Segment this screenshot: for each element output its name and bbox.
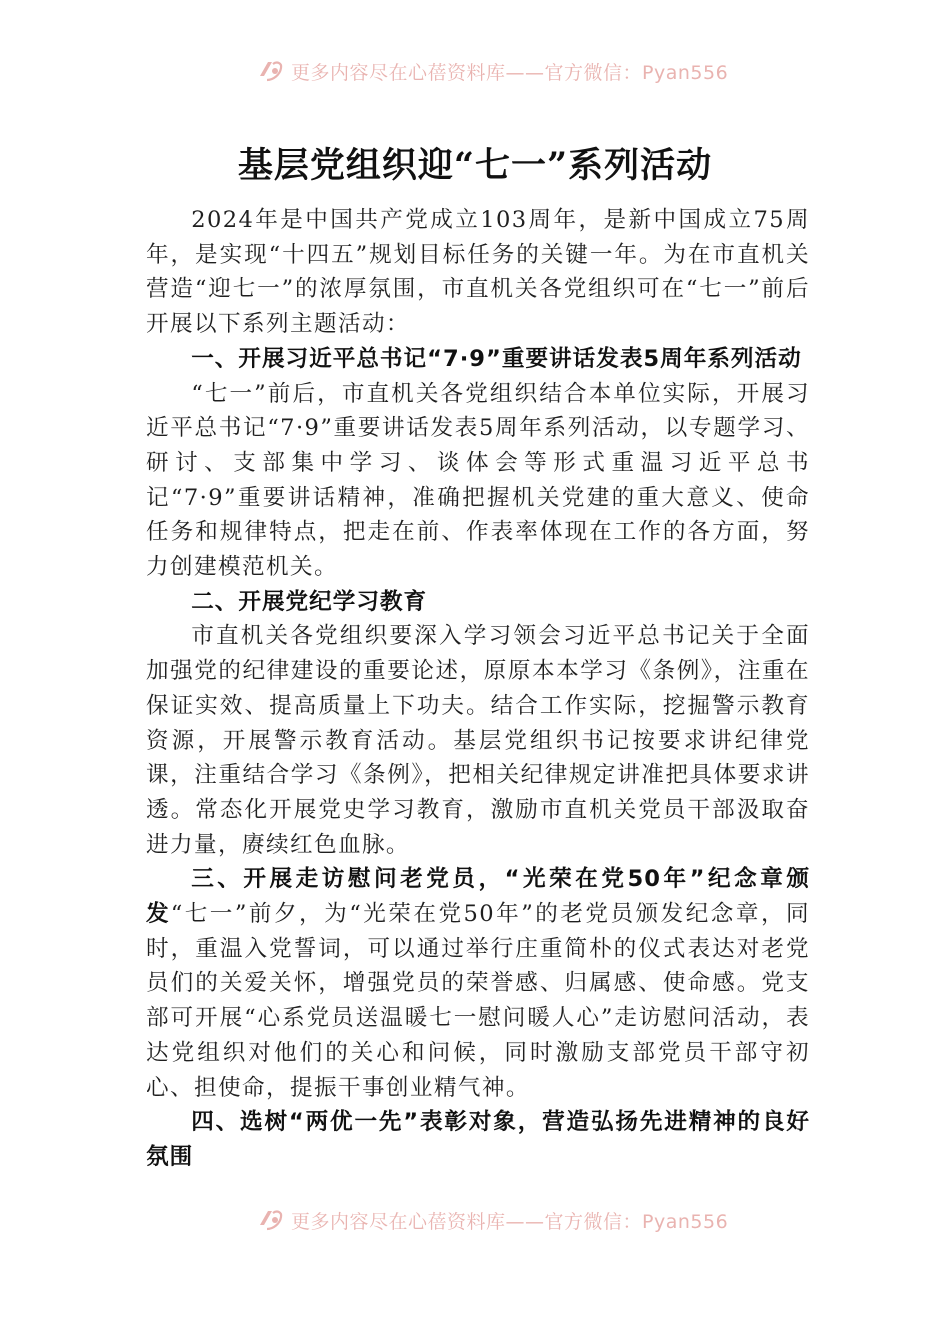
section-4-heading: 四、选树“两优一先”表彰对象，营造弘扬先进精神的良好氛围 [146, 1109, 810, 1170]
watermark-logo-icon [255, 58, 285, 84]
watermark-top [255, 56, 728, 86]
page-title: 基层党组织迎“七一”系列活动 [237, 145, 713, 186]
document-body [146, 203, 810, 1175]
section-3-body: “七一”前夕，为“光荣在党50年”的老党员颁发纪念章，同时，重温入党誓词，可以通过举行庄重简朴的仪式表达对老党员们的关爱关怀，增强党员的荣誉感、归属感、使命感。党支部可开展“心系党员送温暖七一慰问暖人心”走访慰问活动，表达党组织对他们的关心和问候，同时激励支部党员干部守初心、担使命，提振干事创业精气神。 [146, 901, 811, 1101]
section-1-body: “七一”前后，市直机关各党组织结合本单位实际，开展习近平总书记“7·9”重要讲话发表5周年系列活动，以专题学习、研讨、支部集中学习、谈体会等形式重温习近平总书记“7·9”重要讲话精神，准确把握机关党建的重大意义、使命任务和规律特点，把走在前、作表率体现在工作的各方面，努力创建模范机关。 [146, 380, 810, 581]
section-3-paragraph [146, 862, 810, 1105]
watermark-logo-icon [255, 1207, 285, 1233]
section-2-heading: 二、开展党纪学习教育 [191, 588, 428, 615]
watermark-bottom [255, 1205, 728, 1235]
section-1-heading: 一、开展习近平总书记“7·9”重要讲话发表5周年系列活动 [191, 345, 802, 372]
section-3-heading: 三、开展走访慰问老党员，“光荣在党50年”纪念章颁发 [146, 866, 810, 928]
watermark-text: 更多内容尽在心蓓资料库——官方微信：Pyan556 [291, 61, 729, 84]
section-2-body: 市直机关各党组织要深入学习领会习近平总书记关于全面加强党的纪律建设的重要论述，原原本本学习《条例》，注重在保证实效、提高质量上下功夫。结合工作实际，挖掘警示教育资源，开展警示教育活动。基层党组织书记按要求讲纪律党课，注重结合学习《条例》，把相关纪律规定讲准把具体要求讲透。常态化开展党史学习教育，激励市直机关党员干部汲取奋进力量，赓续红色血脉。 [146, 623, 810, 858]
watermark-text: 更多内容尽在心蓓资料库——官方微信：Pyan556 [291, 1210, 729, 1233]
intro-paragraph: 2024年是中国共产党成立103周年，是新中国成立75周年，是实现“十四五”规划目标任务的关键一年。为在市直机关营造“迎七一”的浓厚氛围，市直机关各党组织可在“七一”前后开展以下系列主题活动： [146, 207, 810, 338]
